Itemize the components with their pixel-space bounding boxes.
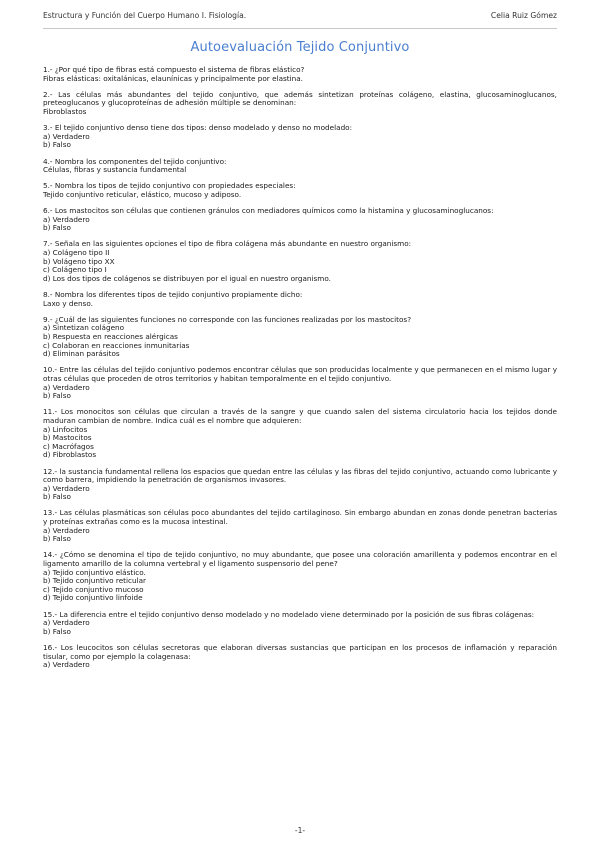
answer-option: a) Verdadero [43, 525, 90, 535]
header-author: Celia Ruiz Gómez [490, 11, 557, 20]
answer-text: Células, fibras y sustancia fundamental [43, 165, 187, 175]
question-text: 9.- ¿Cuál de las siguientes funciones no corresponde con las funciones realizadas por los mastocitos? [43, 314, 412, 324]
answer-option: d) Eliminan parásitos [43, 349, 120, 359]
answer-option: b) Mastocitos [43, 433, 92, 443]
question-item [43, 91, 557, 117]
answer-option: d) Tejido conjuntivo linfoide [43, 593, 143, 603]
answer-option: c) Colaboran en reacciones inmunitarias [43, 340, 190, 350]
answer-option: d) Los dos tipos de colágenos se distribuyen por el igual en nuestro organismo. [43, 273, 331, 283]
answer-option: a) Verdadero [43, 618, 90, 628]
question-item [43, 124, 557, 150]
question-item [43, 158, 557, 175]
header-course: Estructura y Función del Cuerpo Humano I. Fisiología. [43, 11, 247, 20]
question-text: 4.- Nombra los componentes del tejido conjuntivo: [43, 156, 227, 166]
answer-option: a) Verdadero [43, 483, 90, 493]
question-text: 16.- Los leucocitos son células secretoras que elaboran diversas sustancias que participan en los procesos de inflamación y reparación tisular, como por ejemplo la colagenasa: [43, 642, 557, 661]
answer-option: c) Macrófagos [43, 441, 94, 451]
page-number: -1- [294, 826, 306, 835]
question-item [43, 66, 557, 83]
answer-option: a) Verdadero [43, 382, 90, 392]
header-divider [43, 28, 557, 29]
question-text: 11.- Los monocitos son células que circulan a través de la sangre y que cuando salen del sistema circulatorio hacia los tejidos donde maduran cambian de nombre. Indica cuál es el nombre que adquieren: [43, 407, 557, 425]
answer-option: a) Verdadero [43, 131, 90, 141]
answer-option: b) Falso [43, 391, 71, 401]
question-item [43, 366, 557, 400]
answer-option: a) Verdadero [43, 214, 90, 224]
question-text: 12.- la sustancia fundamental rellena los espacios que quedan entre las células y las fibras del tejido conjuntivo, actuando como lubricante y como barrera, impidiendo la penetración de organismos invasores. [43, 466, 557, 485]
question-text: 3.- El tejido conjuntivo denso tiene dos tipos: denso modelado y denso no modelado: [43, 123, 353, 133]
answer-option: b) Falso [43, 492, 71, 502]
answer-option: c) Tejido conjuntivo mucoso [43, 584, 144, 594]
question-item [43, 551, 557, 603]
question-list [43, 66, 557, 677]
question-text: 15.- La diferencia entre el tejido conjuntivo denso modelado y no modelado viene determinado por la posición de sus fibras colágenas: [43, 609, 535, 619]
page-title: Autoevaluación Tejido Conjuntivo [190, 40, 410, 55]
question-item [43, 611, 557, 637]
answer-text: Fibras elásticas: oxitalánicas, elaunínicas y principalmente por elastina. [43, 73, 303, 83]
question-item [43, 408, 557, 460]
question-item [43, 291, 557, 308]
page-header [43, 11, 557, 25]
question-text: 7.- Señala en las siguientes opciones el tipo de fibra colágena más abundante en nuestro organismo: [43, 239, 412, 249]
question-item [43, 644, 557, 670]
question-item [43, 207, 557, 233]
answer-option: d) Fibroblastos [43, 450, 97, 460]
answer-option: c) Colágeno tipo I [43, 265, 107, 275]
answer-option: b) Falso [43, 223, 71, 233]
answer-option: b) Falso [43, 140, 71, 150]
answer-option: a) Sintetizan colágeno [43, 323, 125, 333]
question-text: 5.- Nombra los tipos de tejido conjuntivo con propiedades especiales: [43, 181, 296, 191]
question-text: 10.- Entre las células del tejido conjuntivo podemos encontrar células que son producidas localmente y que permanecen en el mismo lugar y otras células que proceden de otros territorios y habitan temporalmente en el tejido conjuntivo. [43, 365, 557, 383]
question-text: 6.- Los mastocitos son células que contienen gránulos con mediadores químicos como la histamina y glucosaminoglucanos: [43, 206, 494, 216]
question-text: 2.- Las células más abundantes del tejido conjuntivo, que además sintetizan proteínas colágeno, elastina, glucosaminoglucanos, preteoglucanos y glucoproteínas de adhesión múltiple se denominan: [43, 89, 557, 108]
answer-text: Laxo y denso. [43, 298, 93, 308]
answer-option: a) Linfocitos [43, 424, 88, 434]
question-text: 13.- Las células plasmáticas son células poco abundantes del tejido cartilaginoso. Sin embargo abundan en zonas donde penetran bacterias y proteínas extrañas como es la mucosa intestinal. [43, 508, 557, 527]
answer-option: b) Falso [43, 534, 71, 544]
answer-text: Tejido conjuntivo reticular, elástico, mucoso y adiposo. [43, 189, 242, 199]
question-item [43, 509, 557, 543]
answer-option: b) Respuesta en reacciones alérgicas [43, 332, 178, 341]
question-item [43, 182, 557, 199]
answer-option: b) Tejido conjuntivo reticular [43, 576, 147, 586]
answer-option: a) Tejido conjuntivo elástico. [43, 567, 146, 577]
question-text: 1.- ¿Por qué tipo de fibras está compuesto el sistema de fibras elástico? [43, 65, 305, 74]
question-text: 8.- Nombra los diferentes tipos de tejido conjuntivo propiamente dicho: [43, 290, 303, 300]
question-item [43, 468, 557, 502]
answer-option: b) Falso [43, 626, 71, 636]
answer-option: a) Verdadero [43, 660, 90, 670]
question-text: 14.- ¿Cómo se denomina el tipo de tejido conjuntivo, no muy abundante, que posee una coloración amarillenta y podemos encontrar en el ligamento amarillo de la columna vertebral y el ligamento suspensorio del pene? [43, 550, 557, 569]
question-item [43, 316, 557, 359]
answer-text: Fibroblastos [43, 106, 87, 116]
answer-option: b) Volágeno tipo XX [43, 256, 115, 266]
answer-option: a) Colágeno tipo II [43, 248, 110, 258]
question-item [43, 240, 557, 283]
